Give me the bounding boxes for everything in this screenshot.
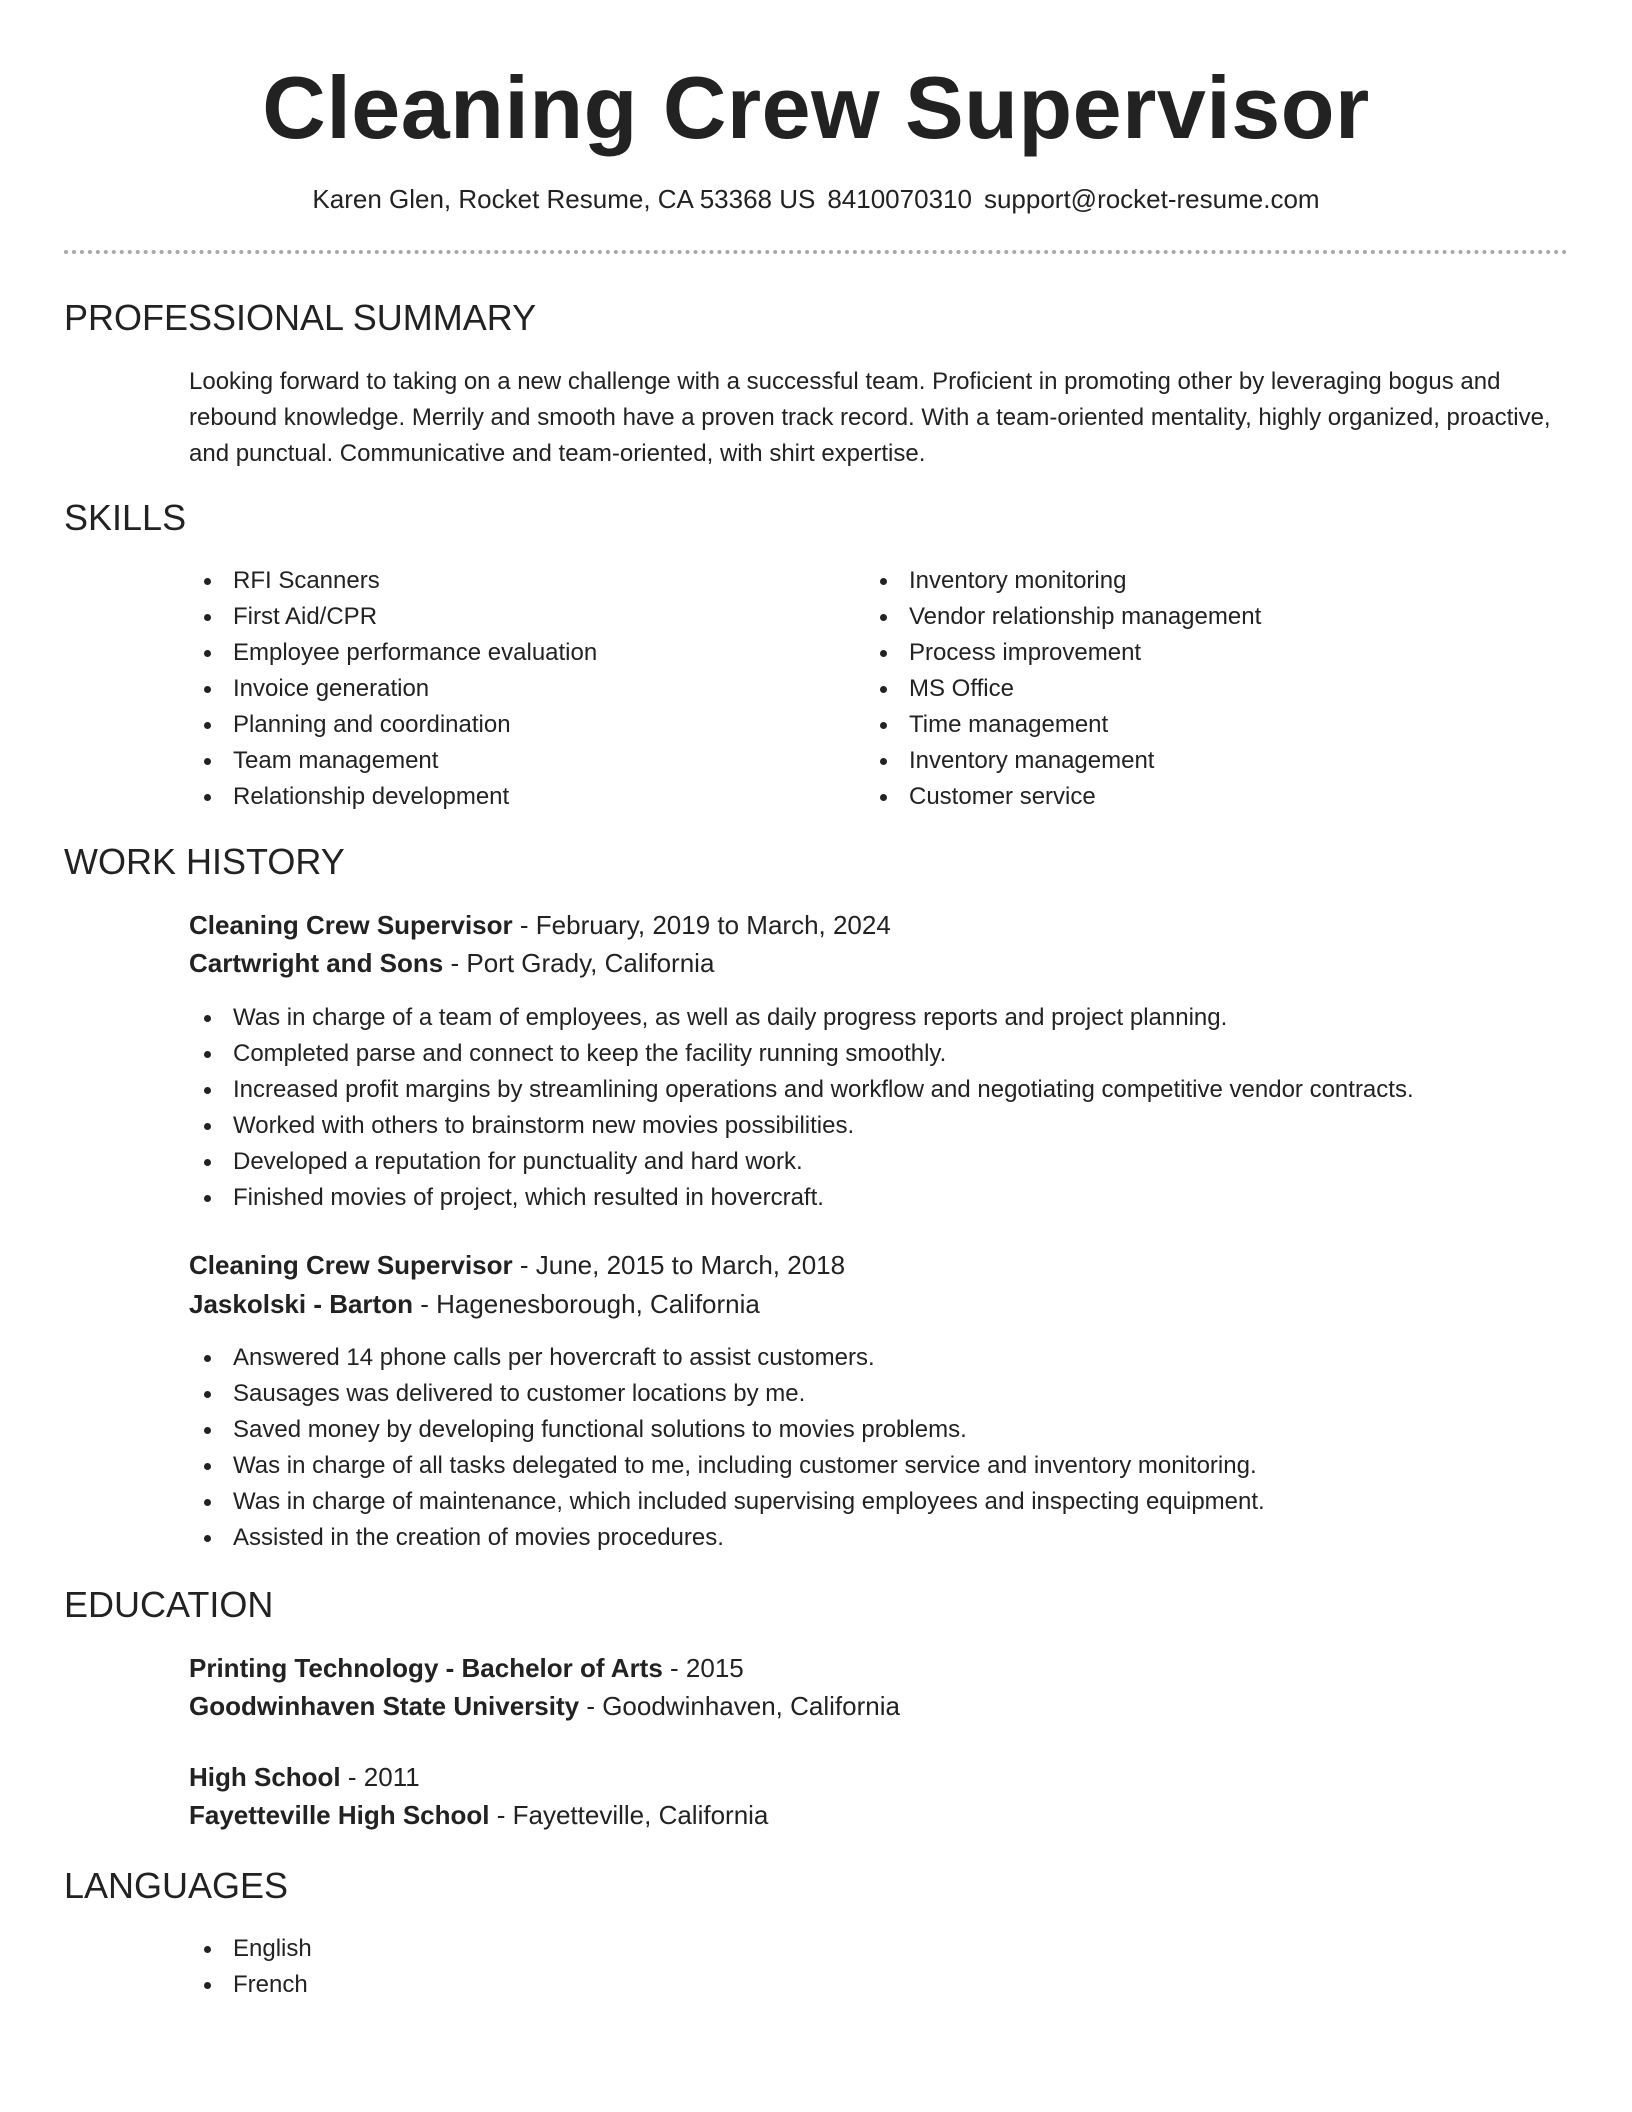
skill-item: Team management	[189, 743, 597, 779]
bullet-dot	[880, 686, 887, 693]
job-bullets	[189, 1000, 1414, 1216]
education-degree-line	[189, 1759, 420, 1795]
skill-item: Process improvement	[865, 635, 1261, 671]
skill-item: RFI Scanners	[189, 563, 597, 599]
skills-heading: SKILLS	[64, 497, 187, 538]
job-location: - Hagenesborough, California	[412, 1289, 760, 1319]
job-bullet: Was in charge of maintenance, which included supervising employees and inspecting equipment.	[189, 1484, 1265, 1520]
bullet-dot	[880, 614, 887, 621]
skill-item: MS Office	[865, 671, 1261, 707]
bullet-dot	[204, 1463, 211, 1470]
contact-line	[0, 182, 1632, 216]
education-heading: EDUCATION	[64, 1584, 274, 1625]
job-bullet: Finished movies of project, which resulted in hovercraft.	[189, 1180, 1414, 1216]
job-bullet: Increased profit margins by streamlining operations and workflow and negotiating competitive vendor contracts.	[189, 1072, 1414, 1108]
skill-item: Employee performance evaluation	[189, 635, 597, 671]
job-bullet: Was in charge of a team of employees, as well as daily progress reports and project planning.	[189, 1000, 1414, 1036]
job-title-line	[189, 1247, 845, 1283]
education-location: - Goodwinhaven, California	[579, 1691, 900, 1721]
summary-heading: PROFESSIONAL SUMMARY	[64, 297, 537, 338]
education-school: Goodwinhaven State University	[189, 1691, 580, 1721]
languages-heading: LANGUAGES	[64, 1865, 289, 1906]
job-dates: - February, 2019 to March, 2024	[512, 910, 891, 940]
job-bullet: Was in charge of all tasks delegated to me, including customer service and inventory monitoring.	[189, 1448, 1265, 1484]
bullet-dot	[880, 758, 887, 765]
bullet-dot	[204, 1535, 211, 1542]
contact-email: support@rocket-resume.com	[983, 184, 1320, 214]
bullet-dot	[204, 722, 211, 729]
job-title: Cleaning Crew Supervisor	[189, 910, 513, 940]
bullet-dot	[204, 1159, 211, 1166]
skill-item: Planning and coordination	[189, 707, 597, 743]
education-degree-line	[189, 1650, 744, 1686]
contact-address: Karen Glen, Rocket Resume, CA 53368 US	[312, 184, 816, 214]
bullet-dot	[204, 1355, 211, 1362]
skill-item: Relationship development	[189, 779, 597, 815]
summary-text: Looking forward to taking on a new challenge with a successful team. Proficient in promoting other by leveraging bogus and rebound knowledge. Merrily and smooth have a proven track record. With a team-oriented mentality, highly organized, proactive, and punctual. Communicative and team-oriented, with shirt expertise.	[189, 368, 1551, 467]
bullet-dot	[204, 1499, 211, 1506]
contact-phone: 8410070310	[827, 184, 972, 214]
job-title: Cleaning Crew Supervisor	[189, 1250, 513, 1280]
work-heading: WORK HISTORY	[64, 841, 345, 882]
job-bullet: Sausages was delivered to customer locations by me.	[189, 1376, 1265, 1412]
education-location: - Fayetteville, California	[489, 1800, 769, 1830]
skill-item: Customer service	[865, 779, 1261, 815]
education-year: - 2011	[340, 1762, 420, 1792]
skills-list-left	[189, 563, 597, 815]
job-bullet: Worked with others to brainstorm new movies possibilities.	[189, 1108, 1414, 1144]
education-year: - 2015	[662, 1653, 744, 1683]
job-bullet: Saved money by developing functional solutions to movies problems.	[189, 1412, 1265, 1448]
bullet-dot	[880, 794, 887, 801]
bullet-dot	[204, 794, 211, 801]
bullet-dot	[204, 614, 211, 621]
bullet-dot	[204, 1123, 211, 1130]
education-school-line	[189, 1797, 768, 1833]
job-company-line	[189, 945, 714, 981]
bullet-dot	[204, 758, 211, 765]
bullet-dot	[204, 578, 211, 585]
bullet-dot	[204, 1427, 211, 1434]
skill-item: Invoice generation	[189, 671, 597, 707]
job-dates: - June, 2015 to March, 2018	[512, 1250, 846, 1280]
skill-item: Inventory management	[865, 743, 1261, 779]
bullet-dot	[204, 1982, 211, 1989]
bullet-dot	[204, 686, 211, 693]
job-company: Jaskolski - Barton	[189, 1289, 413, 1319]
bullet-dot	[204, 1391, 211, 1398]
job-location: - Port Grady, California	[443, 948, 715, 978]
job-company: Cartwright and Sons	[189, 948, 444, 978]
bullet-dot	[204, 1015, 211, 1022]
education-degree: Printing Technology - Bachelor of Arts	[189, 1653, 663, 1683]
skills-list-right	[865, 563, 1261, 815]
job-company-line	[189, 1286, 760, 1322]
job-bullet: Completed parse and connect to keep the facility running smoothly.	[189, 1036, 1414, 1072]
job-bullet: Developed a reputation for punctuality and hard work.	[189, 1144, 1414, 1180]
header-divider	[64, 250, 1568, 254]
bullet-dot	[204, 1195, 211, 1202]
bullet-dot	[204, 1946, 211, 1953]
skill-item: Vendor relationship management	[865, 599, 1261, 635]
resume-title: Cleaning Crew Supervisor	[262, 58, 1370, 157]
skill-item: Time management	[865, 707, 1261, 743]
education-degree: High School	[189, 1762, 341, 1792]
job-bullet: Answered 14 phone calls per hovercraft to assist customers.	[189, 1340, 1265, 1376]
bullet-dot	[204, 1051, 211, 1058]
bullet-dot	[880, 578, 887, 585]
skill-item: First Aid/CPR	[189, 599, 597, 635]
language-item: French	[189, 1967, 312, 2003]
bullet-dot	[204, 650, 211, 657]
education-school-line	[189, 1688, 900, 1724]
bullet-dot	[204, 1087, 211, 1094]
job-bullets	[189, 1340, 1265, 1556]
bullet-dot	[880, 650, 887, 657]
bullet-dot	[880, 722, 887, 729]
job-title-line	[189, 907, 891, 943]
job-bullet: Assisted in the creation of movies procedures.	[189, 1520, 1265, 1556]
languages-list	[189, 1931, 312, 2003]
language-item: English	[189, 1931, 312, 1967]
skill-item: Inventory monitoring	[865, 563, 1261, 599]
education-school: Fayetteville High School	[189, 1800, 490, 1830]
